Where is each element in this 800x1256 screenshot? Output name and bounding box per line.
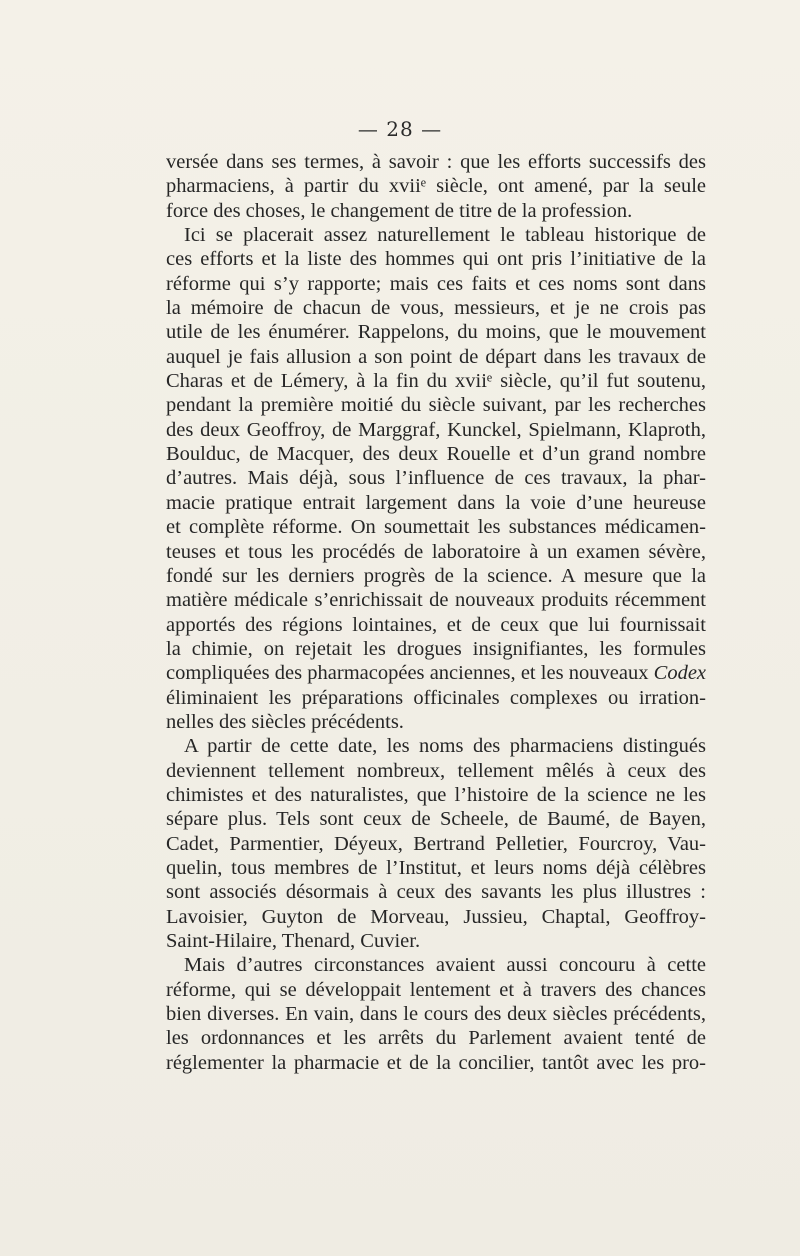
text-line: nelles des siècles précédents. <box>166 710 404 733</box>
text-line: force des choses, le changement de titre de la profession. <box>166 199 633 222</box>
text-line: Saint-Hilaire, Thenard, Cuvier. <box>166 930 421 952</box>
text-line: la chimie, on rejetait les drogues insignifiantes, les formules <box>166 637 706 660</box>
text-line: pharmaciens, à partir du xviiᵉ siècle, ont amené, par la seule <box>166 175 706 198</box>
text-line: Cadet, Parmentier, Déyeux, Bertrand Pelletier, Fourcroy, Vau- <box>166 832 706 855</box>
text-line: des deux Geoffroy, de Marggraf, Kunckel, Spielmann, Klaproth, <box>166 418 706 441</box>
text-line: ces efforts et la liste des hommes qui ont pris l’initiative de la <box>166 248 706 271</box>
body-text <box>166 150 706 1075</box>
text-line: utile de les énumérer. Rappelons, du moins, que le mouvement <box>166 321 706 344</box>
text-line: la mémoire de chacun de vous, messieurs, et je ne crois pas <box>166 297 706 320</box>
text-line-with-codex <box>166 661 706 685</box>
text-line: réforme qui s’y rapporte; mais ces faits et ces noms sont dans <box>166 272 706 295</box>
text-line: Ici se placerait assez naturellement le tableau historique de <box>184 224 706 247</box>
text-segment: compliquées des pharmacopées anciennes, et les nouveaux <box>166 662 649 685</box>
text-line: sont associés désormais à ceux des savants les plus illustres : <box>166 881 706 904</box>
text-line: réforme, qui se développait lentement et à travers des chances <box>166 978 706 1001</box>
page-number: — 28 — <box>357 117 443 141</box>
text-line: Boulduc, de Macquer, des deux Rouelle et d’un grand nombre <box>166 443 706 466</box>
text-line: versée dans ses termes, à savoir : que les efforts successifs des <box>166 151 706 173</box>
text-line: les ordonnances et les arrêts du Parlement avaient tenté de <box>166 1027 706 1050</box>
text-line: auquel je fais allusion a son point de départ dans les travaux de <box>166 345 706 368</box>
text-line: Mais d’autres circonstances avaient aussi concouru à cette <box>184 954 706 977</box>
text-line: Charas et de Lémery, à la fin du xviiᵉ siècle, qu’il fut soutenu, <box>166 370 706 393</box>
text-line: teuses et tous les procédés de laboratoire à un examen sévère, <box>166 540 706 563</box>
text-line: et complète réforme. On soumettait les substances médicamen- <box>166 516 706 539</box>
text-line: sépare plus. Tels sont ceux de Scheele, de Baumé, de Bayen, <box>166 808 706 831</box>
text-line: Lavoisier, Guyton de Morveau, Jussieu, Chaptal, Geoffroy- <box>166 905 706 928</box>
text-line: deviennent tellement nombreux, tellement mêlés à ceux des <box>166 759 706 782</box>
text-line: apportés des régions lointaines, et de ceux que lui fournissait <box>166 613 706 636</box>
text-line: A partir de cette date, les noms des pharmaciens distingués <box>184 735 706 758</box>
text-line: bien diverses. En vain, dans le cours des deux siècles précédents, <box>166 1003 706 1026</box>
codex-title: Codex <box>653 662 707 685</box>
text-line: d’autres. Mais déjà, sous l’influence de ces travaux, la phar- <box>166 467 706 490</box>
text-line: réglementer la pharmacie et de la concilier, tantôt avec les pro- <box>166 1051 706 1074</box>
text-line: pendant la première moitié du siècle suivant, par les recherches <box>166 394 706 417</box>
text-line: matière médicale s’enrichissait de nouveaux produits récemment <box>166 589 706 612</box>
text-line: macie pratique entrait largement dans la voie d’une heureuse <box>166 491 706 514</box>
text-line: quelin, tous membres de l’Institut, et leurs noms déjà célèbres <box>166 856 706 879</box>
text-line: chimistes et des naturalistes, que l’histoire de la science ne les <box>166 783 706 806</box>
text-line: éliminaient les préparations officinales complexes ou irration- <box>166 686 706 709</box>
text-line: fondé sur les derniers progrès de la science. A mesure que la <box>166 564 706 587</box>
